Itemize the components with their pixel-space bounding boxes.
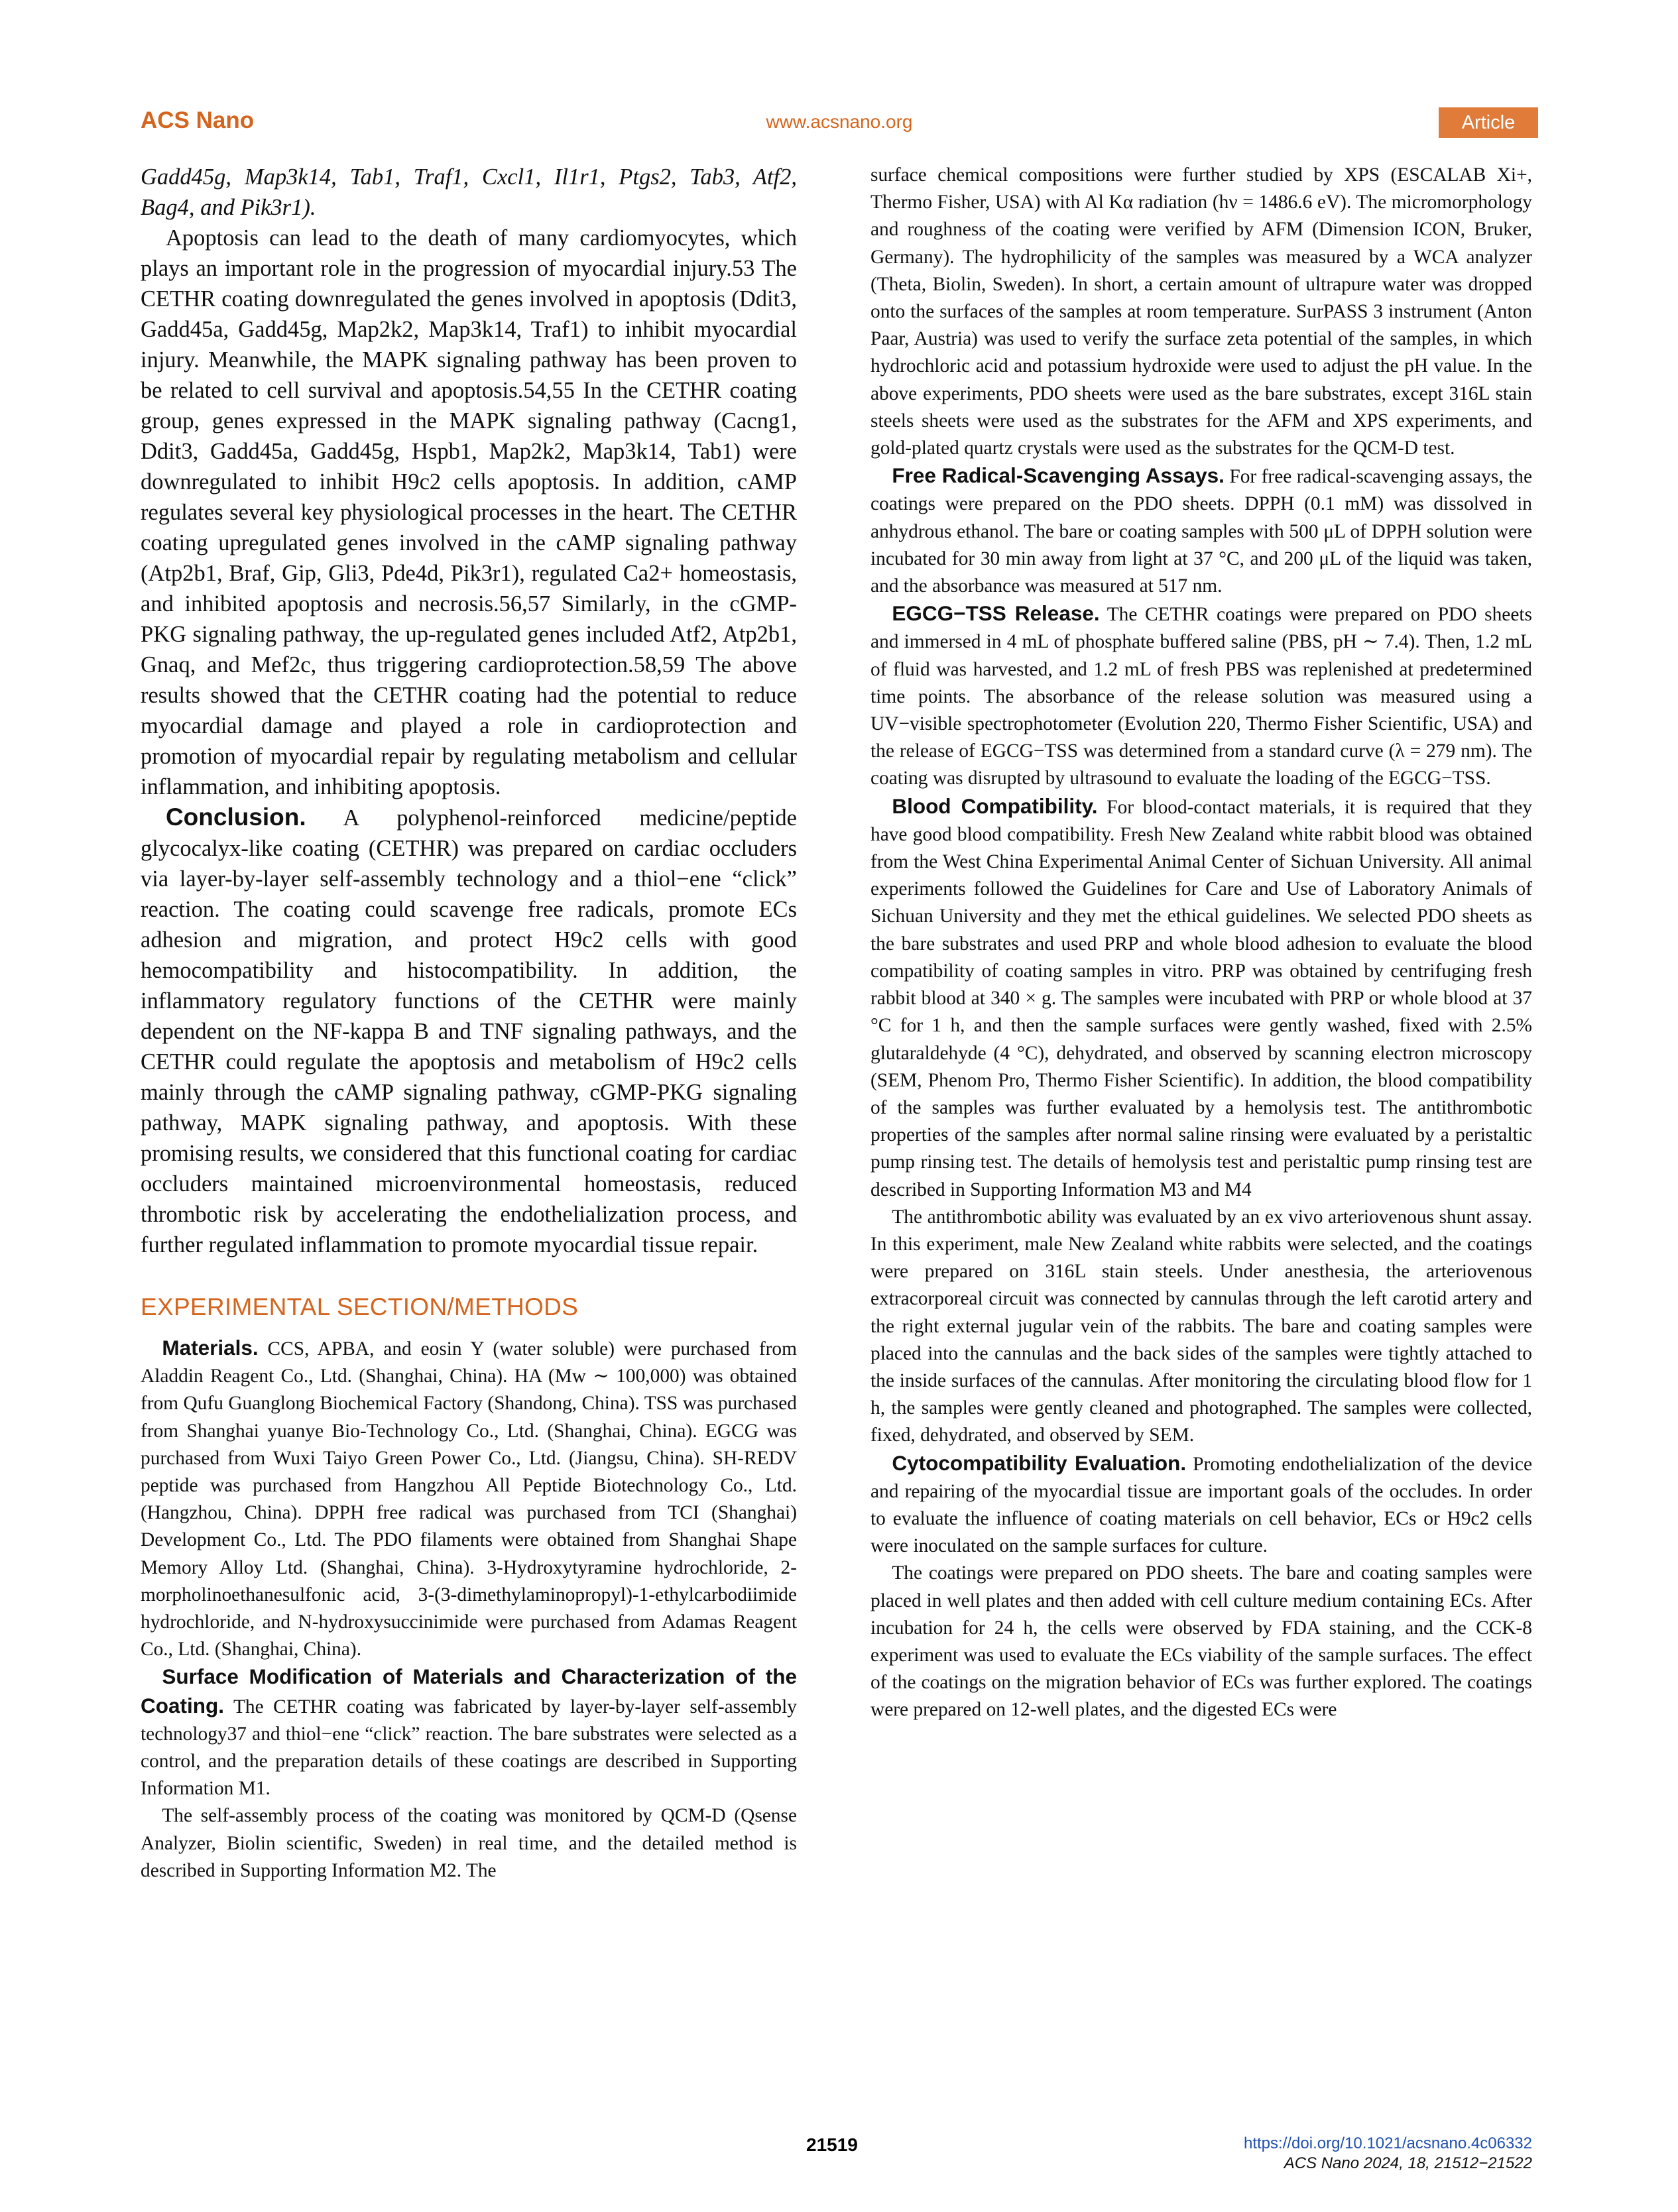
paragraph-cytocompatibility (870, 1450, 1532, 1560)
materials-heading: Materials. (162, 1336, 259, 1360)
journal-website-link[interactable]: www.acsnano.org (766, 111, 913, 132)
left-column (141, 162, 797, 1885)
egcg-release-heading: EGCG−TSS Release. (892, 601, 1100, 626)
paragraph-surface-characterization: surface chemical compositions were further studied by XPS (ESCALAB Xi+, Thermo Fisher, USA) with Al Kα radiation (hν = 1486.6 eV). The micromorphology and roughness of the coating were verified by AFM (Dimension ICON, Bruker, Germany). The hydrophilicity of the samples was measured by a WCA analyzer (Theta, Biolin, Sweden). In short, a certain amount of ultrapure water was dropped onto the surfaces of the samples at room temperature. SurPASS 3 instrument (Anton Paar, Austria) was used to verify the surface zeta potential of the samples, in which hydrochloric acid and potassium hydroxide were used to adjust the pH value. In the above experiments, PDO sheets were used as the bare substrates, except 316L stain steels sheets were used as the substrates for the AFM and XPS experiments, and gold-plated quartz crystals were used as the substrates for the QCM-D test. (870, 164, 1532, 459)
journal-citation: ACS Nano 2024, 18, 21512−21522 (1284, 2154, 1532, 2172)
cytocompatibility-body: Promoting endothelialization of the device and repairing of the myocardial tissue are important goals of the occludes. In order to evaluate the influence of coating materials on cell behavior, ECs or H9c2 cells were inoculated on the sample surfaces for culture. (870, 1453, 1532, 1557)
conclusion-heading: Conclusion. (165, 803, 306, 831)
paragraph-surface-modification (141, 1663, 797, 1802)
paragraph-coatings-ecs: The coatings were prepared on PDO sheets. The bare and coating samples were placed in well plates and then added with cell culture medium containing ECs. After incubation for 24 h, the cells were observed by FDA staining, and the CCK-8 experiment was used to evaluate the ECs viability of the sample surfaces. The effect of the coatings on the migration behavior of ECs was further explored. The coatings were prepared on 12-well plates, and the digested ECs were (870, 1562, 1532, 1721)
paragraph-conclusion (141, 802, 797, 1260)
surface-modification-heading: Surface Modification of Materials and Characterization of the Coating. (141, 1664, 797, 1717)
journal-name: ACS Nano (141, 107, 255, 133)
paragraph-self-assembly: The self-assembly process of the coating was monitored by QCM-D (Qsense Analyzer, Biolin scientific, Sweden) in real time, and the detailed method is described in Supporting Information M2. The (141, 1805, 797, 1881)
cytocompatibility-heading: Cytocompatibility Evaluation. (892, 1450, 1187, 1475)
paragraph-radical-scavenging (870, 462, 1532, 600)
right-column (870, 162, 1532, 1724)
conclusion-body: A polyphenol-reinforced medicine/peptide glycocalyx-like coating (CETHR) was prepared on cardiac occluders via layer-by-layer self-assembly technology and a thiol−ene “click” reaction. The coating could scavenge free radicals, promote ECs adhesion and migration, and protect H9c2 cells with good hemocompatibility and histocompatibility. In addition, the inflammatory regulatory functions of the CETHR were mainly dependent on the NF-kappa B and TNF signaling pathways, and the CETHR could regulate the apoptosis and metabolism of H9c2 cells mainly through the cAMP signaling pathway, cGMP-PKG signaling pathway, MAPK signaling pathway, and apoptosis. With these promising results, we considered that this functional coating for cardiac occluders maintained microenvironmental homeostasis, reduced thrombotic risk by accelerating the endothelialization process, and further regulated inflammation to promote myocardial tissue repair. (141, 805, 797, 1257)
materials-body: CCS, APBA, and eosin Y (water soluble) were purchased from Aladdin Reagent Co., Ltd. (Shanghai, China). HA (Mw ∼ 100,000) was obtained from Qufu Guanglong Biochemical Factory (Shandong, China). TSS was purchased from Shanghai yuanye Bio-Technology Co., Ltd. (Shanghai, China). EGCG was purchased from Wuxi Taiyo Green Power Co., Ltd. (Jiangsu, China). SH-REDV peptide was purchased from Hangzhou All Peptide Biotechnology Co., Ltd.(Hangzhou, China). DPPH free radical was purchased from TCI (Shanghai) Development Co., Ltd. The PDO filaments were obtained from Shanghai Shape Memory Alloy Ltd. (Shanghai, China). 3-Hydroxytyramine hydrochloride, 2-morpholinoethanesulfonic acid, 3-(3-dimethylaminopropyl)-1-ethylcarbodiimide hydrochloride, and N-hydroxysuccinimide were purchased from Adamas Reagent Co., Ltd. (Shanghai, China). (141, 1338, 797, 1660)
paragraph-materials (141, 1334, 797, 1663)
blood-compatibility-heading: Blood Compatibility. (892, 793, 1098, 818)
paragraph-blood-compatibility (870, 793, 1532, 1204)
blood-compatibility-body: For blood-contact materials, it is required that they have good blood compatibility. Fresh New Zealand white rabbit blood was obtained from the West China Experimental Animal Center of Sichuan University. All animal experiments followed the Guidelines for Care and Use of Laboratory Animals of Sichuan University and they met the ethical guidelines. We selected PDO sheets as the bare substrates and used PRP and whole blood adhesion to evaluate the blood compatibility of coating samples in vitro. PRP was obtained by centrifuging fresh rabbit blood at 340 × g. The samples were incubated with PRP or whole blood at 37 °C for 1 h, and then the sample surfaces were gently washed, fixed with 2.5% glutaraldehyde (4 °C), dehydrated, and observed by scanning electron microscopy (SEM, Phenom Pro, Thermo Fisher Scientific). In addition, the blood compatibility of the samples was further evaluated by a hemolysis test. The antithrombotic properties of the samples after normal saline rinsing were evaluated by a peristaltic pump rinsing test. The details of hemolysis test and peristaltic pump rinsing test are described in Supporting Information M3 and M4 (870, 796, 1532, 1200)
surface-modification-body: The CETHR coating was fabricated by layer-by-layer self-assembly technology37 and thiol−ene “click” reaction. The bare substrates were selected as a control, and the preparation details of these coatings are described in Supporting Information M1. (141, 1696, 797, 1800)
running-header (141, 107, 1538, 137)
section-title-experimental: EXPERIMENTAL SECTION/METHODS (141, 1293, 579, 1320)
paragraph-gene-list-end: Gadd45g, Map3k14, Tab1, Traf1, Cxcl1, Il1r1, Ptgs2, Tab3, Atf2, Bag4, and Pik3r1). (141, 164, 797, 220)
paragraph-apoptosis: Apoptosis can lead to the death of many cardiomyocytes, which plays an important role in the progression of myocardial injury.53 The CETHR coating downregulated the genes involved in apoptosis (Ddit3, Gadd45a, Gadd45g, Map2k2, Map3k14, Traf1) to inhibit myocardial injury. Meanwhile, the MAPK signaling pathway has been proven to be related to cell survival and apoptosis.54,55 In the CETHR coating group, genes expressed in the MAPK signaling pathway (Cacng1, Ddit3, Gadd45a, Gadd45g, Hspb1, Map2k2, Map3k14, Tab1) were downregulated to inhibit H9c2 cells apoptosis. In addition, cAMP regulates several key physiological processes in the heart. The CETHR coating upregulated genes involved in the cAMP signaling pathway (Atp2b1, Braf, Gip, Gli3, Pde4d, Pik3r1), regulated Ca2+ homeostasis, and inhibited apoptosis and necrosis.56,57 Similarly, in the cGMP-PKG signaling pathway, the up-regulated genes included Atf2, Atp2b1, Gnaq, and Mef2c, thus triggering cardioprotection.58,59 The above results showed that the CETHR coating had the potential to reduce myocardial damage and played a role in cardioprotection and promotion of myocardial repair by regulating metabolism and cellular inflammation, and inhibiting apoptosis. (141, 225, 797, 799)
page-number: 21519 (806, 2134, 858, 2155)
paragraph-antithrombotic: The antithrombotic ability was evaluated by an ex vivo arteriovenous shunt assay. In this experiment, male New Zealand white rabbits were selected, and the coatings were prepared on 316L stain steels. Under anesthesia, the arteriovenous extracorporeal circuit was connected by cannulas through the left carotid artery and the right external jugular vein of the rabbits. The bare and coating samples were placed into the cannulas and the back sides of the samples were tightly attached to the inside surfaces of the cannulas. After monitoring the circulating blood flow for 1 h, the samples were gently cleaned and photographed. The samples were collected, fixed, dehydrated, and observed by SEM. (870, 1206, 1532, 1446)
radical-scavenging-heading: Free Radical-Scavenging Assays. (892, 463, 1225, 488)
egcg-release-body: The CETHR coatings were prepared on PDO sheets and immersed in 4 mL of phosphate buffered saline (PBS, pH ∼ 7.4). Then, 1.2 mL of fluid was harvested, and 1.2 mL of fresh PBS was replenished at predetermined time points. The absorbance of the release solution was measured using a UV−visible spectrophotometer (Evolution 220, Thermo Fisher Scientific, USA) and the release of EGCG−TSS was determined from a standard curve (λ = 279 nm). The coating was disrupted by ultrasound to evaluate the loading of the EGCG−TSS. (870, 604, 1532, 789)
article-type-badge: Article (1439, 107, 1538, 138)
paragraph-egcg-release (870, 600, 1532, 792)
radical-scavenging-body: For free radical-scavenging assays, the coatings were prepared on the PDO sheets. DPPH (0.1 mM) was dissolved in anhydrous ethanol. The bare or coating samples with 500 μL of DPPH solution were incubated for 30 min away from light at 37 °C, and 200 μL of the liquid was taken, and the absorbance was measured at 517 nm. (870, 466, 1532, 597)
doi-link[interactable]: https://doi.org/10.1021/acsnano.4c06332 (1244, 2134, 1532, 2152)
